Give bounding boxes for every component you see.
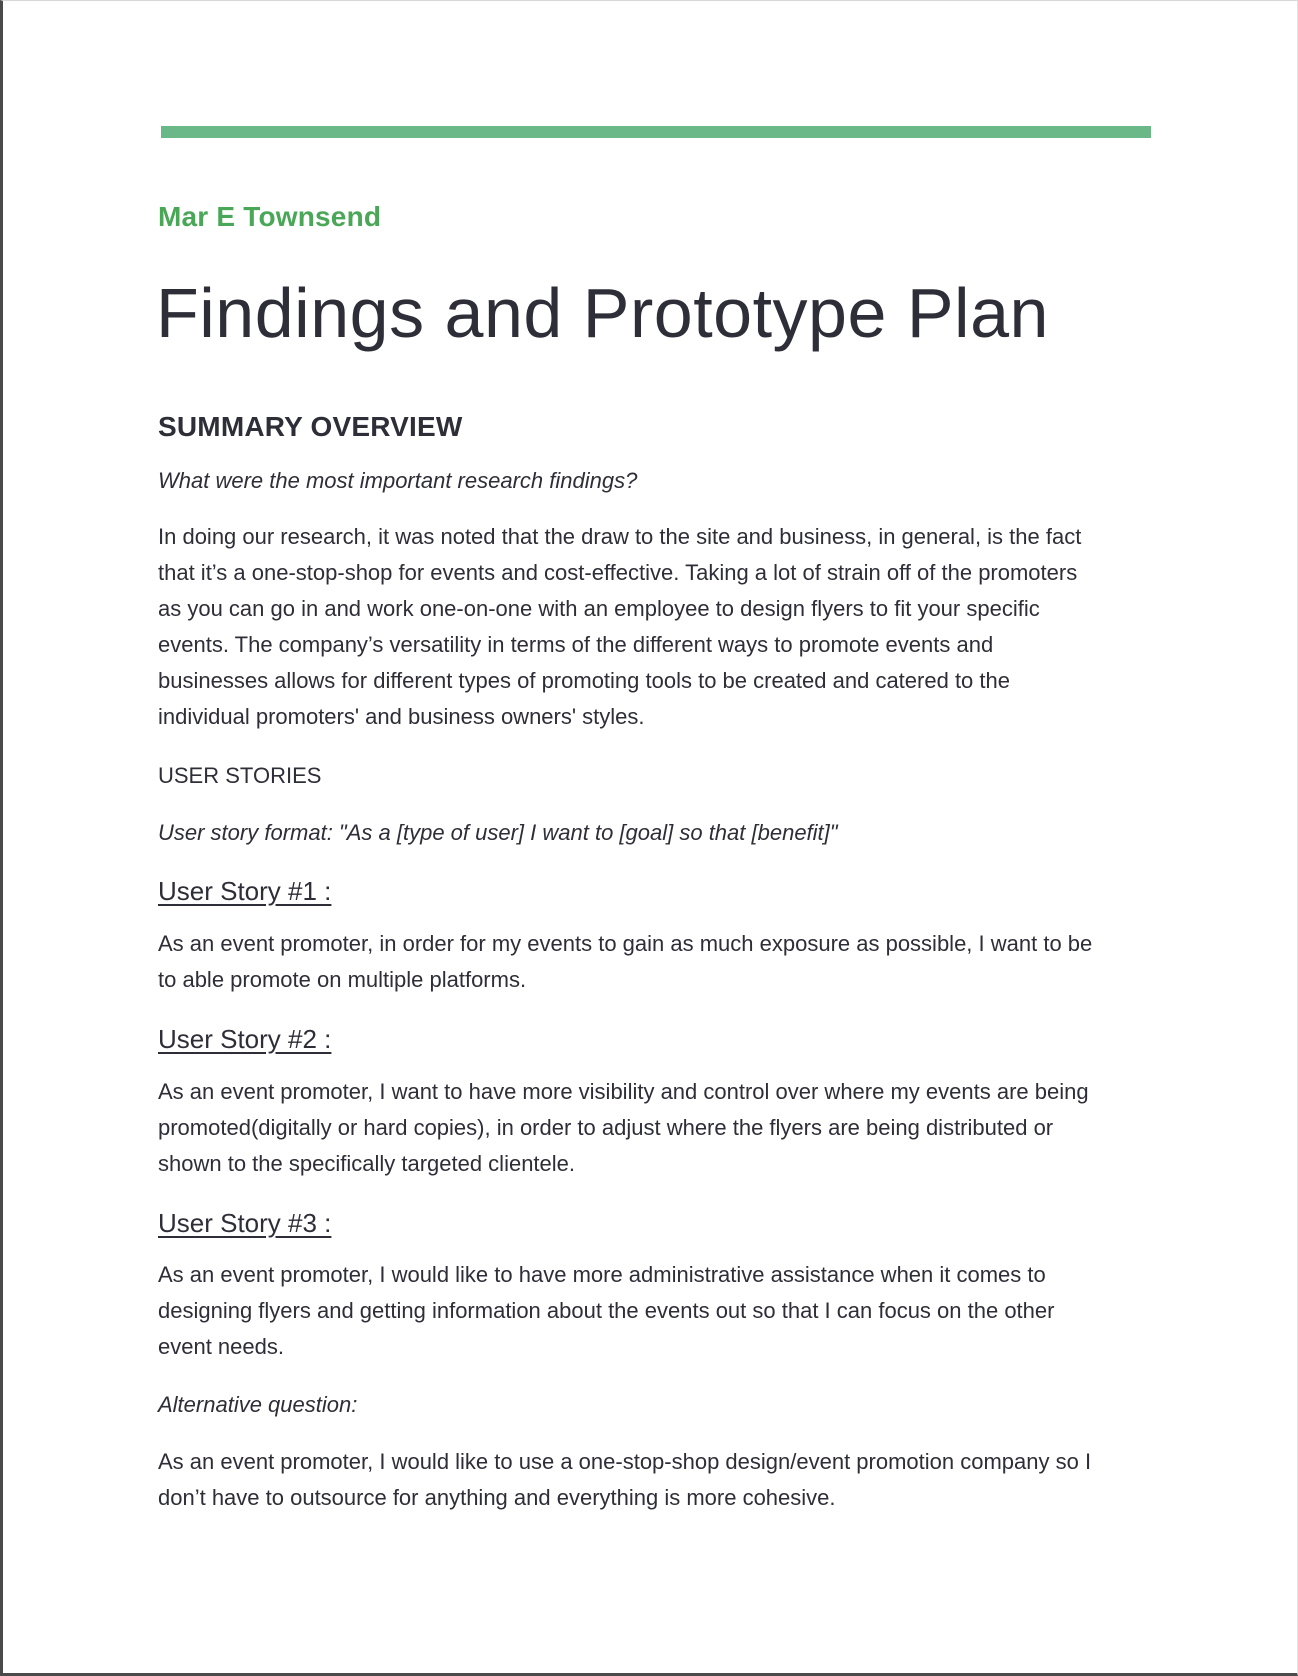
summary-line: that it’s a one-stop-shop for events and cost-effective. Taking a lot of strain off of the promoters — [158, 560, 1078, 585]
user-story-format: User story format: "As a [type of user] I want to [goal] so that [benefit]" — [158, 820, 838, 845]
summary-line: as you can go in and work one-on-one with an employee to design flyers to fit your specific — [158, 596, 1040, 621]
alternative-question-label-block — [158, 1387, 1148, 1423]
summary-paragraph — [158, 519, 1148, 735]
user-story-1 — [158, 873, 1148, 909]
user-story-2-body — [158, 1074, 1148, 1182]
summary-prompt-block — [158, 463, 1148, 499]
story-line: As an event promoter, I want to have more visibility and control over where my events are being — [158, 1079, 1089, 1104]
summary-line: businesses allows for different types of promoting tools to be created and catered to the — [158, 668, 1010, 693]
header-accent-rule — [161, 126, 1151, 138]
user-story-3-heading: User Story #3 : — [158, 1208, 332, 1238]
author-name: Mar E Townsend — [158, 201, 382, 232]
user-story-1-body — [158, 926, 1148, 998]
summary-line: individual promoters' and business owners' styles. — [158, 704, 645, 729]
user-story-format-block — [158, 815, 1148, 851]
story-line: to able promote on multiple platforms. — [158, 967, 527, 992]
user-story-3 — [158, 1205, 1148, 1241]
summary-prompt: What were the most important research findings? — [158, 468, 638, 493]
summary-line: events. The company’s versatility in terms of the different ways to promote events and — [158, 632, 994, 657]
story-line: designing flyers and getting information about the events out so that I can focus on the other — [158, 1298, 1055, 1323]
user-story-2 — [158, 1021, 1148, 1057]
story-line: event needs. — [158, 1334, 284, 1359]
user-stories-label-block — [158, 758, 1148, 794]
story-line: shown to the specifically targeted clientele. — [158, 1151, 576, 1176]
user-story-3-body — [158, 1257, 1148, 1365]
user-story-2-heading: User Story #2 : — [158, 1024, 332, 1054]
story-line: don’t have to outsource for anything and everything is more cohesive. — [158, 1485, 836, 1510]
user-story-1-heading: User Story #1 : — [158, 876, 332, 906]
summary-line: In doing our research, it was noted that the draw to the site and business, in general, is the fact — [158, 524, 1082, 549]
story-line: As an event promoter, in order for my events to gain as much exposure as possible, I want to be — [158, 931, 1093, 956]
user-stories-label: USER STORIES — [158, 763, 322, 788]
story-line: promoted(digitally or hard copies), in order to adjust where the flyers are being distributed or — [158, 1115, 1054, 1140]
document-title: Findings and Prototype Plan — [156, 274, 1049, 352]
story-line: As an event promoter, I would like to use a one-stop-shop design/event promotion company so I — [158, 1449, 1092, 1474]
alternative-question-label: Alternative question: — [158, 1392, 358, 1417]
alternative-question-body — [158, 1444, 1148, 1516]
story-line: As an event promoter, I would like to have more administrative assistance when it comes to — [158, 1262, 1046, 1287]
summary-heading: SUMMARY OVERVIEW — [158, 411, 463, 442]
